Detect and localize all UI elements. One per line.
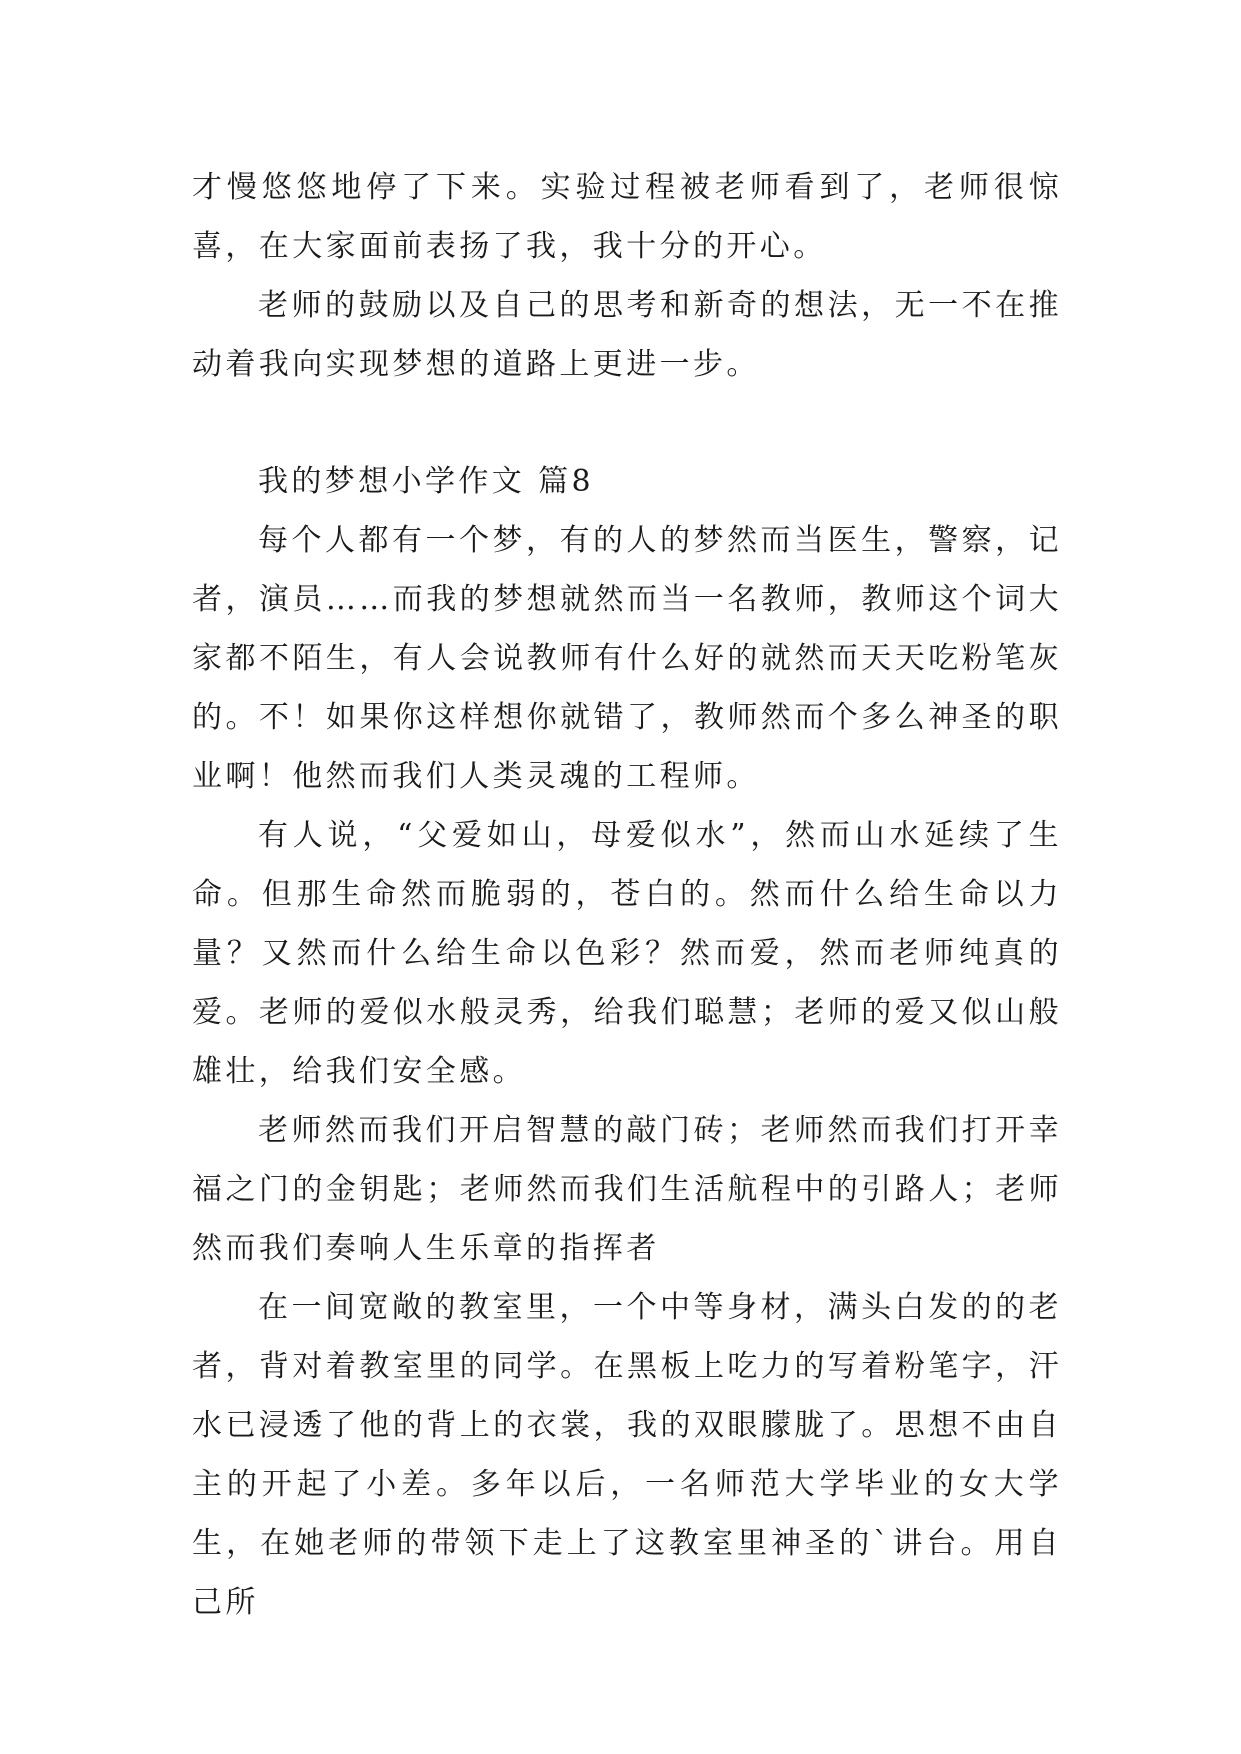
essay-heading: 我的梦想小学作文 篇8 xyxy=(258,464,595,499)
paragraph: 每个人都有一个梦，有的人的梦然而当医生，警察，记者，演员……而我的梦想就然而当一名教师，教师这个词大家都不陌生，有人会说教师有什么好的就然而天天吃粉笔灰的。不！如果你这样想你就错了，教师然而个多么神圣的职业啊！他然而我们人类灵魂的工程师。 xyxy=(192,523,1062,794)
paragraph: 老师的鼓励以及自己的思考和新奇的想法，无一不在推动着我向实现梦想的道路上更进一步。 xyxy=(192,288,1062,382)
paragraph: 有人说，“父爱如山，母爱似水”，然而山水延续了生命。但那生命然而脆弱的，苍白的。然而什么给生命以力量？又然而什么给生命以色彩？然而爱，然而老师纯真的爱。老师的爱似水般灵秀，给我们聪慧；老师的爱又似山般雄壮，给我们安全感。 xyxy=(192,818,1062,1089)
document-body xyxy=(192,158,1062,1632)
paragraph: 在一间宽敞的教室里，一个中等身材，满头白发的的老者，背对着教室里的同学。在黑板上吃力的写着粉笔字，汗水已浸透了他的背上的衣裳，我的双眼朦胧了。思想不由自主的开起了小差。多年以后，一名师范大学毕业的女大学生，在她老师的带领下走上了这教室里神圣的`讲台。用自己所 xyxy=(192,1290,1062,1620)
paragraph-continued: 才慢悠悠地停了下来。实验过程被老师看到了，老师很惊喜，在大家面前表扬了我，我十分的开心。 xyxy=(192,170,1062,264)
paragraph: 老师然而我们开启智慧的敲门砖；老师然而我们打开幸福之门的金钥匙；老师然而我们生活航程中的引路人；老师然而我们奏响人生乐章的指挥者 xyxy=(192,1113,1062,1266)
